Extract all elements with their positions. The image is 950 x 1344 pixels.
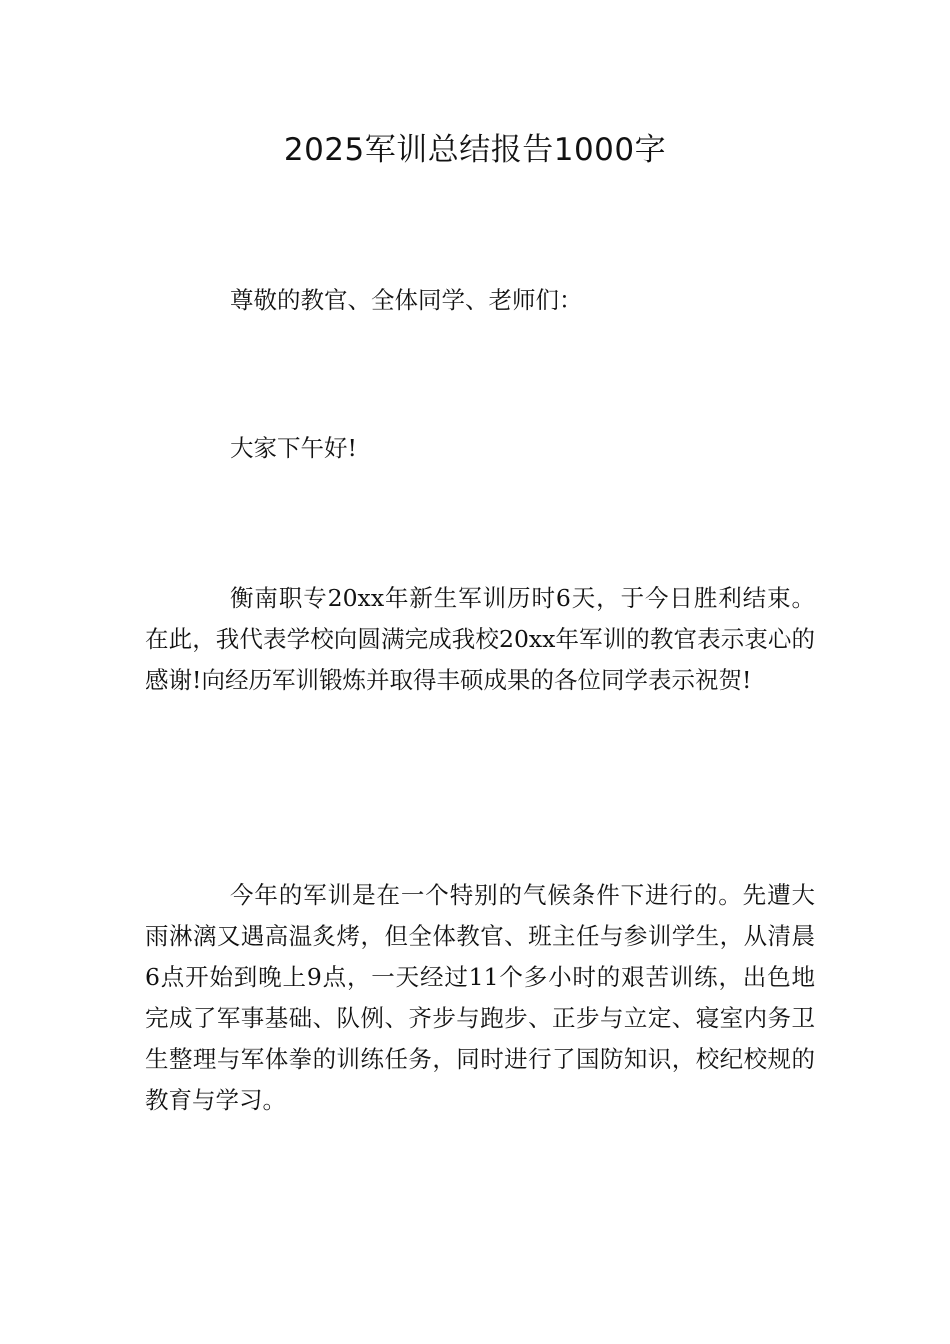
body-paragraph: 衡南职专20xx年新生军训历时6天，于今日胜利结束。在此，我代表学校向圆满完成我校20xx年军训的教官表示衷心的感谢!向经历军训锻炼并取得丰硕成果的各位同学表示祝贺! — [145, 584, 815, 694]
greeting-paragraph: 大家下午好! — [230, 434, 357, 462]
document-title: 2025军训总结报告1000字 — [283, 132, 667, 168]
body-paragraph: 今年的军训是在一个特别的气候条件下进行的。先遭大雨淋漓又遇高温炙烤，但全体教官、班主任与参训学生，从清晨6点开始到晚上9点，一天经过11个多小时的艰苦训练，出色地完成了军事基础、队例、齐步与跑步、正步与立定、寝室内务卫生整理与军体拳的训练任务，同时进行了国防知识，校纪校规的教育与学习。 — [145, 881, 815, 1114]
salutation-paragraph: 尊敬的教官、全体同学、老师们： — [230, 286, 583, 314]
